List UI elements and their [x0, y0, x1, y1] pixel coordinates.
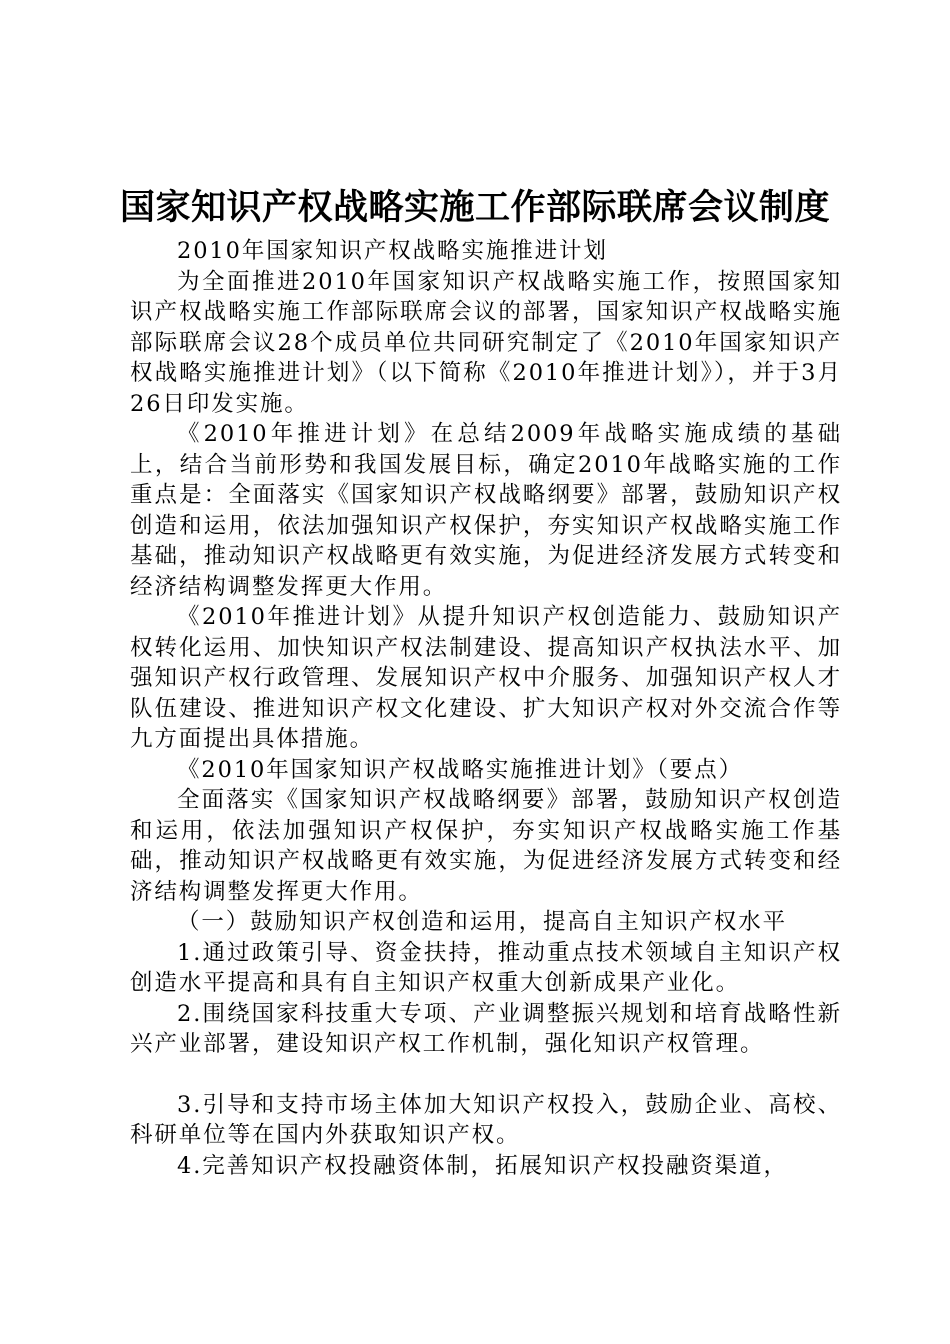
section-heading: （一）鼓励知识产权创造和运用，提高自主知识产权水平 — [177, 909, 788, 935]
subtitle-paragraph: 2010年国家知识产权战略实施推进计划 — [177, 238, 608, 264]
body-paragraph: 《2010年推进计划》在总结2009年战略实施成绩的基础上，结合当前形势和我国发展目标，确定2010年战略实施的工作重点是：全面落实《国家知识产权战略纲要》部署，鼓励知识产权创造和运用，依法加强知识产权保护，夯实知识产权战略实施工作基础，推动知识产权战略更有效实施，为促进经济发展方式转变和经济结构调整发挥更大作用。 — [130, 421, 842, 600]
section-heading: 《2010年国家知识产权战略实施推进计划》（要点） — [177, 756, 744, 783]
list-item: 4.完善知识产权投融资体制，拓展知识产权投融资渠道， — [177, 1152, 788, 1179]
body-paragraph: 全面落实《国家知识产权战略纲要》部署，鼓励知识产权创造和运用，依法加强知识产权保护，夯实知识产权战略实施工作基础，推动知识产权战略更有效实施，为促进经济发展方式转变和经济结构调整发挥更大作用。 — [130, 787, 842, 905]
document-body — [130, 236, 842, 1181]
list-item: 1.通过政策引导、资金扶持，推动重点技术领域自主知识产权创造水平提高和具有自主知识产权重大创新成果产业化。 — [130, 939, 842, 996]
list-item: 3.引导和支持市场主体加大知识产权投入，鼓励企业、高校、科研单位等在国内外获取知识产权。 — [130, 1091, 842, 1148]
body-paragraph: 为全面推进2010年国家知识产权战略实施工作，按照国家知识产权战略实施工作部际联席会议的部署，国家知识产权战略实施部际联席会议28个成员单位共同研究制定了《2010年国家知识产权战略实施推进计划》（以下简称《2010年推进计划》），并于3月26日印发实施。 — [130, 268, 842, 417]
body-paragraph: 《2010年推进计划》从提升知识产权创造能力、鼓励知识产权转化运用、加快知识产权法制建设、提高知识产权执法水平、加强知识产权行政管理、发展知识产权中介服务、加强知识产权人才队伍建设、推进知识产权文化建设、扩大知识产权对外交流合作等九方面提出具体措施。 — [130, 604, 842, 752]
document-title: 国家知识产权战略实施工作部际联席会议制度 — [119, 188, 830, 228]
list-item: 2.围绕国家科技重大专项、产业调整振兴规划和培育战略性新兴产业部署，建设知识产权工作机制，强化知识产权管理。 — [130, 1000, 842, 1057]
